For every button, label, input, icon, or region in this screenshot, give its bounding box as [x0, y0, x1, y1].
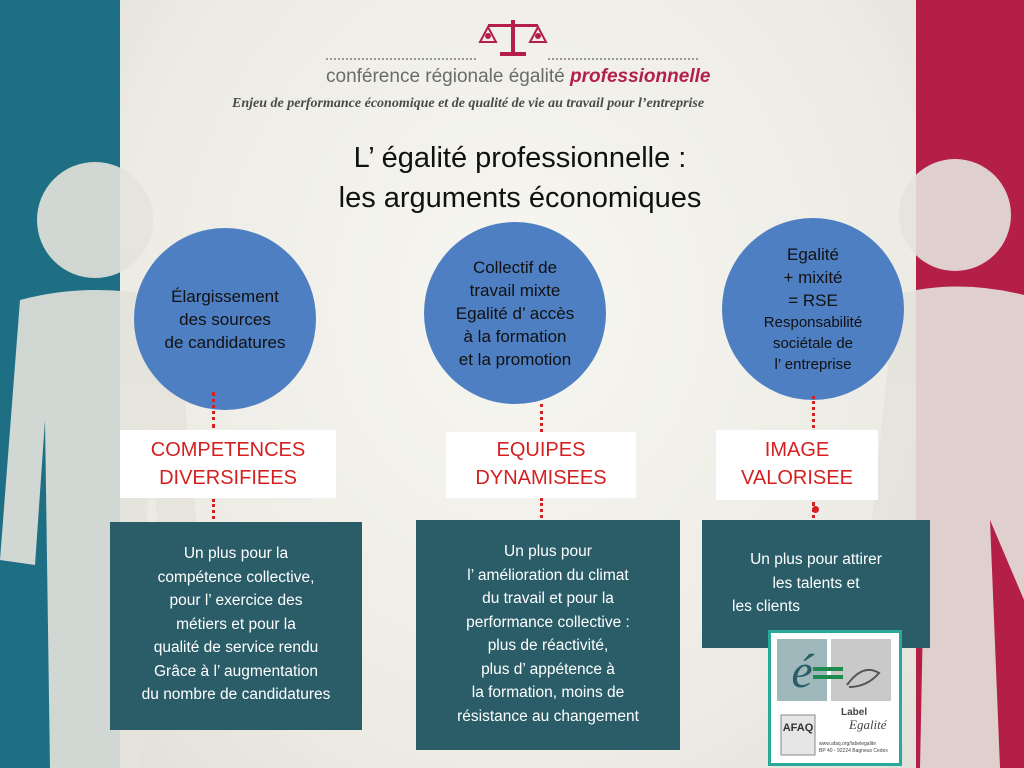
- circle-collective: [424, 222, 606, 404]
- box-text-line: pour l’ exercice des: [169, 592, 303, 609]
- connector-dotted-3a: [812, 396, 815, 428]
- decorative-dotted-line-left: [326, 58, 476, 62]
- box-text-line: performance collective :: [466, 613, 630, 631]
- svg-text:é: é: [791, 645, 813, 698]
- box-text-line: Grâce à l’ augmentation: [154, 662, 318, 680]
- logo-small-line: BP 40 - 92224 Bagneux Cedex: [819, 748, 888, 754]
- label-text-line: DIVERSIFIEES: [159, 467, 297, 489]
- circle-text-line: = RSE: [788, 291, 838, 310]
- label-image: [716, 430, 878, 500]
- box-text-line: Un plus pour attirer: [750, 551, 882, 568]
- circle-text-line: sociétale de: [772, 335, 854, 352]
- label-egalite-logo: [768, 630, 902, 766]
- box-text-line: les talents et: [772, 574, 860, 592]
- logo-egalite-text: Egalité: [849, 717, 887, 732]
- slide-title-line-2: les arguments économiques: [338, 182, 702, 214]
- box-text-line: les clients: [732, 598, 801, 615]
- conference-title: [326, 66, 710, 88]
- connector-dot-3: [812, 506, 819, 513]
- box-text-line: plus d’ appétence à: [481, 660, 615, 678]
- conference-tagline: Enjeu de performance économique et de qualité de vie au travail pour l’entreprise: [232, 96, 705, 111]
- label-text-line: IMAGE: [764, 439, 830, 461]
- circle-text-line: Egalité d’ accès: [455, 303, 575, 323]
- label-text-line: COMPETENCES: [150, 439, 306, 461]
- box-text-line: du travail et pour la: [482, 590, 614, 607]
- conference-title-highlight: professionnelle: [570, 66, 711, 87]
- circle-text-line: + mixité: [783, 268, 843, 287]
- slide-title-line-1: L’ égalité professionnelle :: [353, 142, 687, 174]
- scale-of-justice-icon: [478, 14, 548, 58]
- slide-title: [250, 138, 790, 218]
- circle-text-line: travail mixte: [469, 280, 561, 300]
- box-text-line: Un plus pour: [504, 543, 592, 560]
- woman-silhouette-head: [899, 159, 1011, 271]
- box-text-line: la formation, moins de: [471, 684, 625, 701]
- label-text-line: VALORISEE: [741, 467, 853, 489]
- box-image-benefit: [702, 520, 930, 648]
- label-egalite-emblem: [771, 633, 899, 763]
- circle-text-line: Responsabilité: [763, 314, 863, 331]
- man-silhouette-head: [37, 162, 153, 278]
- label-text-line: DYNAMISEES: [475, 467, 607, 489]
- box-equipes-benefit: [416, 520, 680, 750]
- circle-text-line: Collectif de: [472, 257, 558, 277]
- box-text-line: l’ amélioration du climat: [467, 566, 629, 584]
- logo-small-line: www.afaq.org/labelegalite: [819, 741, 876, 747]
- box-text-line: Un plus pour la: [183, 545, 289, 562]
- box-text-line: résistance au changement: [457, 707, 639, 725]
- box-text-line: qualité de service rendu: [153, 639, 319, 656]
- circle-text-line: des sources: [179, 309, 271, 329]
- box-text-line: plus de réactivité,: [487, 637, 609, 654]
- circle-text-line: Élargissement: [171, 286, 279, 306]
- conference-title-prefix: conférence régionale égalité: [326, 66, 565, 87]
- connector-dotted-2a: [540, 404, 543, 432]
- box-text-line: métiers et pour la: [176, 615, 296, 633]
- box-text-line: compétence collective,: [157, 568, 315, 586]
- decorative-dotted-line-right: [548, 58, 698, 62]
- logo-afaq-text: AFAQ: [782, 722, 814, 734]
- circle-text-line: Egalité: [787, 245, 839, 264]
- box-competences-benefit: [110, 522, 362, 730]
- circle-sourcing: [134, 228, 316, 410]
- label-equipes: [446, 432, 636, 498]
- connector-dotted-1a: [212, 392, 215, 428]
- circle-text-line: et la promotion: [458, 349, 572, 369]
- box-text-line: du nombre de candidatures: [141, 686, 331, 703]
- logo-label-text: Label: [841, 707, 868, 718]
- circle-text-line: à la formation: [463, 326, 567, 346]
- circle-text-line: l’ entreprise: [774, 356, 852, 373]
- circle-rse: [722, 218, 904, 400]
- circle-text-line: de candidatures: [164, 332, 286, 352]
- label-competences: [120, 430, 336, 498]
- label-text-line: EQUIPES: [496, 439, 586, 461]
